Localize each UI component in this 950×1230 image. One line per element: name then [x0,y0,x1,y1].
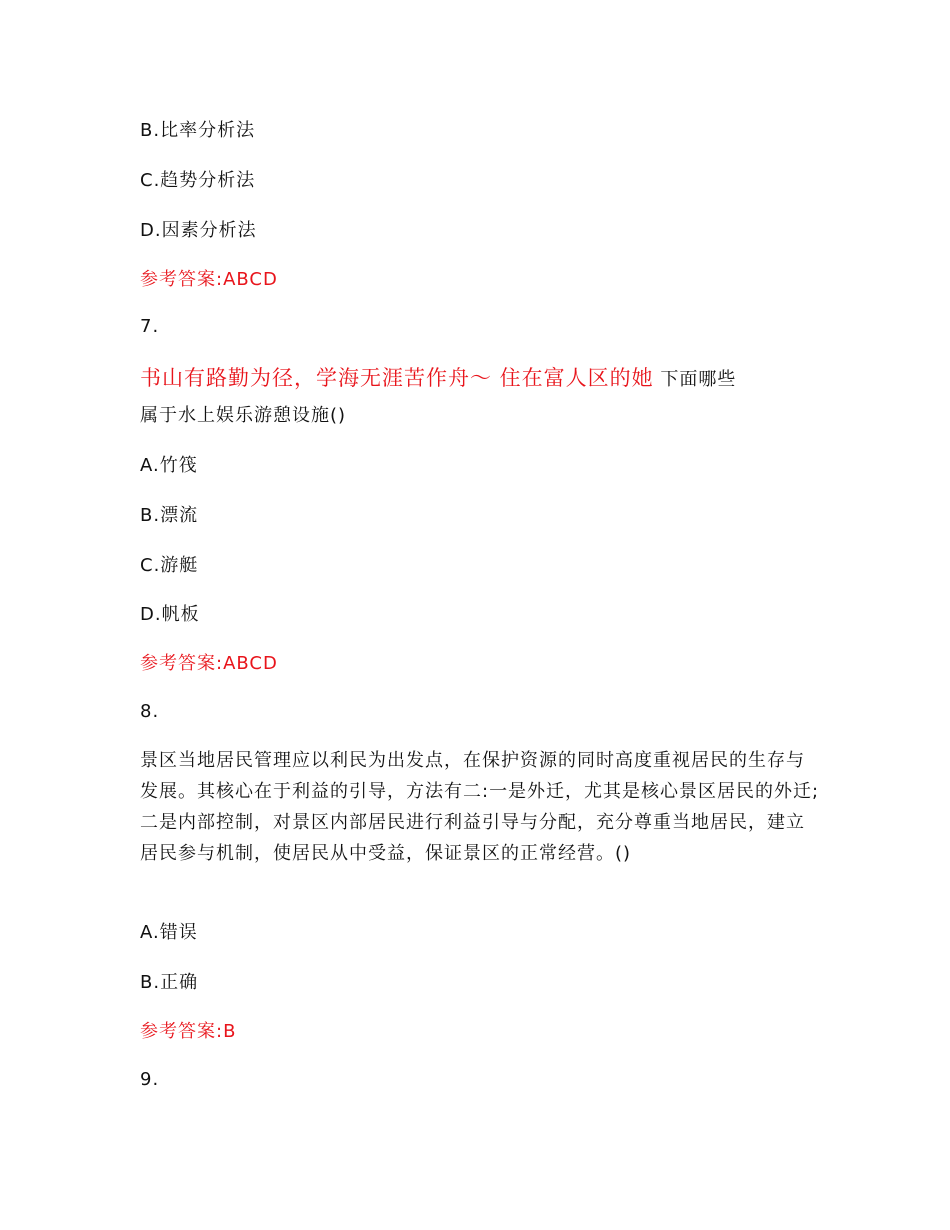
q8-question: 景区当地居民管理应以利民为出发点，在保护资源的同时高度重视居民的生存与发展。其核心在于利益的引导，方法有二:一是外迁，尤其是核心景区居民的外迁; 二是内部控制，对景区内部居民进行利益引导与分配，充分尊重当地居民，建立居民参与机制，使居民从中受益，保证景区的正常经营。() [140,750,820,864]
q7-option-a: A.竹筏 [140,455,198,476]
q7-option-d: D.帆板 [140,604,200,625]
q9-number: 9. [140,1069,160,1090]
q6-answer: 参考答案:ABCD [140,269,278,290]
q7-number: 7. [140,316,160,337]
q7-promo-text: 书山有路勤为径，学海无涯苦作舟～ 住在富人区的她 [140,366,654,390]
q8-option-a: A.错误 [140,922,198,943]
q8-answer: 参考答案:B [140,1021,237,1042]
q7-question-line2: 属于水上娱乐游憩设施() [140,405,347,426]
q7-option-b: B.漂流 [140,505,199,526]
q7-answer: 参考答案:ABCD [140,653,278,674]
q7-option-c: C.游艇 [140,555,199,576]
q8-number: 8. [140,701,160,722]
q6-option-d: D.因素分析法 [140,220,257,241]
q7-question-line1 [140,363,736,395]
q8-option-b: B.正确 [140,972,199,993]
q6-option-c: C.趋势分析法 [140,170,256,191]
q7-question-part1: 下面哪些 [653,369,737,390]
q6-option-b: B.比率分析法 [140,120,256,141]
